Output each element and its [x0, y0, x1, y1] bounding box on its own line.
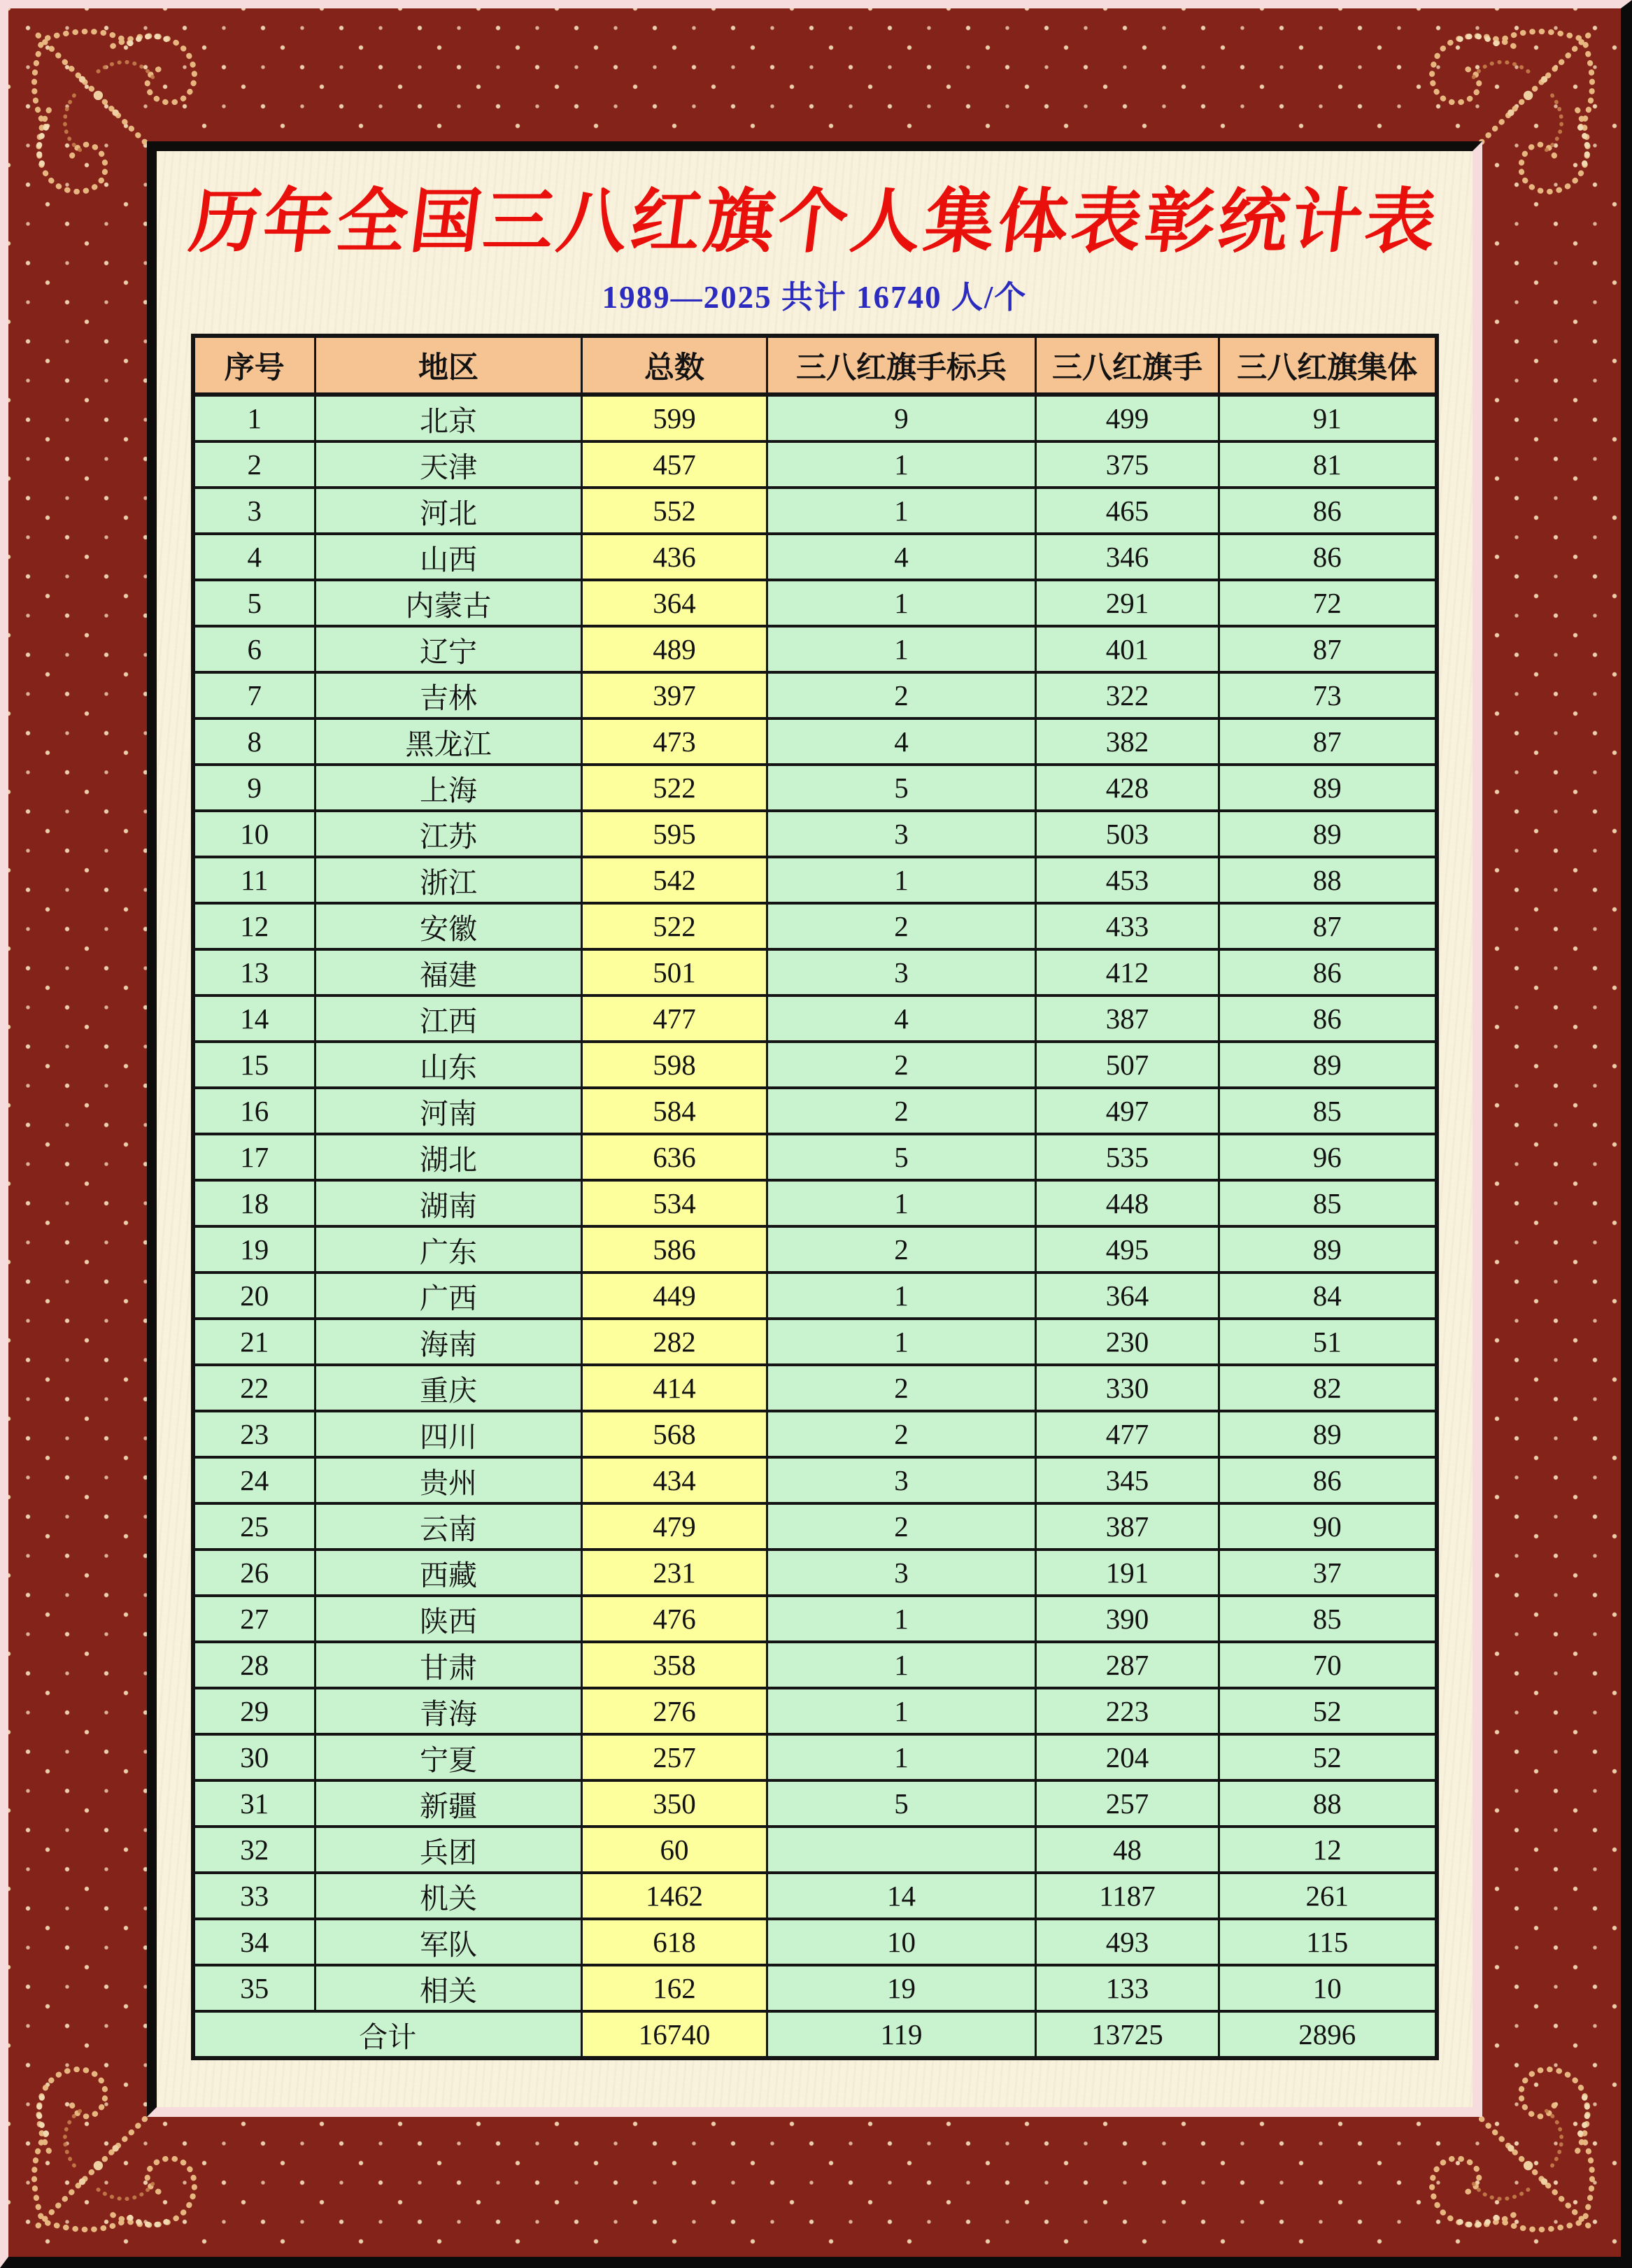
table-cell: 20 [193, 1273, 315, 1319]
table-cell: 477 [1036, 1411, 1219, 1457]
table-cell: 河南 [315, 1088, 582, 1134]
table-cell: 81 [1219, 441, 1437, 488]
table-cell: 85 [1219, 1180, 1437, 1226]
page-title-text: 历年全国三八红旗个人集体表彰统计表 [185, 183, 1444, 261]
table-cell: 29 [193, 1688, 315, 1734]
table-cell: 10 [193, 811, 315, 857]
table-cell [767, 1827, 1036, 1873]
table-cell: 133 [1036, 1965, 1219, 2011]
table-cell: 2 [767, 1226, 1036, 1273]
table-cell: 51 [1219, 1319, 1437, 1365]
table-cell: 287 [1036, 1642, 1219, 1688]
table-cell: 北京 [315, 395, 582, 441]
table-cell: 6 [193, 626, 315, 672]
table-cell: 82 [1219, 1365, 1437, 1411]
table-row [193, 626, 1437, 672]
table-cell: 21 [193, 1319, 315, 1365]
table-cell: 499 [1036, 395, 1219, 441]
table-cell: 贵州 [315, 1457, 582, 1503]
table-row [193, 1134, 1437, 1180]
table-cell: 广东 [315, 1226, 582, 1273]
table-cell: 88 [1219, 857, 1437, 903]
table-cell: 海南 [315, 1319, 582, 1365]
table-cell: 天津 [315, 441, 582, 488]
table-row [193, 1180, 1437, 1226]
table-cell: 3 [767, 1550, 1036, 1596]
table-cell: 四川 [315, 1411, 582, 1457]
table-cell: 87 [1219, 903, 1437, 949]
table-row [193, 672, 1437, 718]
table-row [193, 1919, 1437, 1965]
table-cell: 86 [1219, 534, 1437, 580]
table-row [193, 1596, 1437, 1642]
column-header: 三八红旗手标兵 [767, 336, 1036, 395]
column-header: 三八红旗手 [1036, 336, 1219, 395]
table-cell: 17 [193, 1134, 315, 1180]
table-cell: 257 [1036, 1780, 1219, 1827]
subtitle: 1989—2025 共计 16740 人/个 [602, 280, 1028, 315]
table-cell: 586 [582, 1226, 767, 1273]
table-row [193, 1688, 1437, 1734]
table-cell: 浙江 [315, 857, 582, 903]
table-row [193, 395, 1437, 441]
table-cell: 350 [582, 1780, 767, 1827]
table-cell: 345 [1036, 1457, 1219, 1503]
table-cell: 257 [582, 1734, 767, 1780]
total-cell: 16740 [582, 2011, 767, 2058]
table-row [193, 949, 1437, 995]
page-title [157, 183, 1473, 262]
header-row [193, 336, 1437, 395]
table-cell: 3 [767, 811, 1036, 857]
total-row [193, 2011, 1437, 2058]
table-cell: 安徽 [315, 903, 582, 949]
table-cell: 282 [582, 1319, 767, 1365]
table-cell: 5 [767, 1780, 1036, 1827]
table-cell: 江苏 [315, 811, 582, 857]
table-cell: 广西 [315, 1273, 582, 1319]
table-body [193, 395, 1437, 2058]
table-cell: 15 [193, 1042, 315, 1088]
table-cell: 1 [767, 441, 1036, 488]
table-row [193, 1365, 1437, 1411]
table-cell: 497 [1036, 1088, 1219, 1134]
table-row [193, 488, 1437, 534]
table-cell: 18 [193, 1180, 315, 1226]
column-header: 序号 [193, 336, 315, 395]
table-cell: 73 [1219, 672, 1437, 718]
table-cell: 428 [1036, 765, 1219, 811]
table-row [193, 811, 1437, 857]
table-cell: 522 [582, 765, 767, 811]
table-cell: 30 [193, 1734, 315, 1780]
table-cell: 27 [193, 1596, 315, 1642]
table-row [193, 765, 1437, 811]
table-cell: 4 [767, 995, 1036, 1042]
table-row [193, 580, 1437, 626]
total-cell: 2896 [1219, 2011, 1437, 2058]
table-row [193, 1042, 1437, 1088]
table-cell: 吉林 [315, 672, 582, 718]
table-cell: 2 [193, 441, 315, 488]
table-cell: 2 [767, 1042, 1036, 1088]
table-cell: 489 [582, 626, 767, 672]
column-header: 地区 [315, 336, 582, 395]
table-cell: 11 [193, 857, 315, 903]
table-cell: 1 [767, 580, 1036, 626]
table-row [193, 1550, 1437, 1596]
table-cell: 493 [1036, 1919, 1219, 1965]
table-cell: 2 [767, 1503, 1036, 1550]
table-cell: 507 [1036, 1042, 1219, 1088]
total-cell: 合计 [193, 2011, 582, 2058]
table-cell: 230 [1036, 1319, 1219, 1365]
table-cell: 636 [582, 1134, 767, 1180]
table-cell: 86 [1219, 488, 1437, 534]
table-cell: 1 [767, 1734, 1036, 1780]
table-cell: 364 [582, 580, 767, 626]
table-row [193, 1827, 1437, 1873]
table-cell: 86 [1219, 949, 1437, 995]
table-cell: 433 [1036, 903, 1219, 949]
table-cell: 584 [582, 1088, 767, 1134]
table-cell: 1 [767, 1596, 1036, 1642]
table-row [193, 1642, 1437, 1688]
table-cell: 387 [1036, 1503, 1219, 1550]
table-cell: 19 [767, 1965, 1036, 2011]
table-cell: 387 [1036, 995, 1219, 1042]
table-cell: 495 [1036, 1226, 1219, 1273]
table-cell: 2 [767, 903, 1036, 949]
table-cell: 1187 [1036, 1873, 1219, 1919]
table-cell: 322 [1036, 672, 1219, 718]
table-cell: 16 [193, 1088, 315, 1134]
table-cell: 436 [582, 534, 767, 580]
table-cell: 291 [1036, 580, 1219, 626]
table-cell: 503 [1036, 811, 1219, 857]
table-cell: 477 [582, 995, 767, 1042]
column-header: 总数 [582, 336, 767, 395]
table-cell: 1 [767, 1319, 1036, 1365]
table-cell: 新疆 [315, 1780, 582, 1827]
table-cell: 13 [193, 949, 315, 995]
table-cell: 552 [582, 488, 767, 534]
table-cell: 542 [582, 857, 767, 903]
table-cell: 86 [1219, 995, 1437, 1042]
table-cell: 412 [1036, 949, 1219, 995]
table-cell: 甘肃 [315, 1642, 582, 1688]
column-header: 三八红旗集体 [1219, 336, 1437, 395]
table-cell: 37 [1219, 1550, 1437, 1596]
table-cell: 390 [1036, 1596, 1219, 1642]
table-cell: 397 [582, 672, 767, 718]
table-cell: 14 [193, 995, 315, 1042]
table-cell: 162 [582, 1965, 767, 2011]
table-cell: 89 [1219, 1411, 1437, 1457]
table-cell: 535 [1036, 1134, 1219, 1180]
table-cell: 87 [1219, 718, 1437, 765]
table-cell: 191 [1036, 1550, 1219, 1596]
table-cell: 4 [193, 534, 315, 580]
table-row [193, 1780, 1437, 1827]
table-row [193, 1226, 1437, 1273]
table-cell: 84 [1219, 1273, 1437, 1319]
table-cell: 35 [193, 1965, 315, 2011]
table-cell: 86 [1219, 1457, 1437, 1503]
table-cell: 465 [1036, 488, 1219, 534]
table-cell: 2 [767, 1365, 1036, 1411]
table-cell: 85 [1219, 1596, 1437, 1642]
table-cell: 33 [193, 1873, 315, 1919]
table-cell: 401 [1036, 626, 1219, 672]
table-cell: 兵团 [315, 1827, 582, 1873]
table-cell: 4 [767, 718, 1036, 765]
table-cell: 48 [1036, 1827, 1219, 1873]
table-cell: 1462 [582, 1873, 767, 1919]
table-cell: 机关 [315, 1873, 582, 1919]
table-row [193, 1965, 1437, 2011]
table-cell: 山西 [315, 534, 582, 580]
table-row [193, 718, 1437, 765]
table-row [193, 1319, 1437, 1365]
table-cell: 西藏 [315, 1550, 582, 1596]
statistics-table [191, 334, 1439, 2060]
table-cell: 204 [1036, 1734, 1219, 1780]
table-cell: 1 [767, 857, 1036, 903]
table-cell: 473 [582, 718, 767, 765]
table-cell: 31 [193, 1780, 315, 1827]
table-cell: 90 [1219, 1503, 1437, 1550]
table-cell: 2 [767, 672, 1036, 718]
table-cell: 1 [767, 488, 1036, 534]
table-cell: 534 [582, 1180, 767, 1226]
table-cell: 1 [767, 1642, 1036, 1688]
table-cell: 60 [582, 1827, 767, 1873]
table-cell: 10 [1219, 1965, 1437, 2011]
table-cell: 上海 [315, 765, 582, 811]
table-cell: 1 [767, 1180, 1036, 1226]
table-cell: 568 [582, 1411, 767, 1457]
table-cell: 3 [767, 1457, 1036, 1503]
table-cell: 89 [1219, 1226, 1437, 1273]
table-cell: 1 [767, 1273, 1036, 1319]
table-cell: 24 [193, 1457, 315, 1503]
table-cell: 479 [582, 1503, 767, 1550]
table-cell: 5 [193, 580, 315, 626]
table-row [193, 1411, 1437, 1457]
table-cell: 375 [1036, 441, 1219, 488]
table-cell: 595 [582, 811, 767, 857]
table-cell: 14 [767, 1873, 1036, 1919]
table-cell: 599 [582, 395, 767, 441]
table-cell: 1 [193, 395, 315, 441]
table-cell: 河北 [315, 488, 582, 534]
content-panel [147, 141, 1482, 2117]
table-row [193, 1503, 1437, 1550]
table-row [193, 1088, 1437, 1134]
table-cell: 457 [582, 441, 767, 488]
table-cell: 25 [193, 1503, 315, 1550]
table-cell: 223 [1036, 1688, 1219, 1734]
table-cell: 陕西 [315, 1596, 582, 1642]
table-cell: 4 [767, 534, 1036, 580]
table-cell: 2 [767, 1411, 1036, 1457]
table-cell: 96 [1219, 1134, 1437, 1180]
table-cell: 19 [193, 1226, 315, 1273]
table-cell: 618 [582, 1919, 767, 1965]
table-row [193, 1734, 1437, 1780]
table-cell: 2 [767, 1088, 1036, 1134]
table-cell: 8 [193, 718, 315, 765]
table-cell: 276 [582, 1688, 767, 1734]
table-cell: 黑龙江 [315, 718, 582, 765]
table-cell: 28 [193, 1642, 315, 1688]
table-cell: 1 [767, 1688, 1036, 1734]
table-cell: 89 [1219, 765, 1437, 811]
table-row [193, 1273, 1437, 1319]
table-cell: 52 [1219, 1734, 1437, 1780]
table-cell: 364 [1036, 1273, 1219, 1319]
table-row [193, 441, 1437, 488]
table-cell: 346 [1036, 534, 1219, 580]
table-cell: 598 [582, 1042, 767, 1088]
table-cell: 23 [193, 1411, 315, 1457]
table-row [193, 857, 1437, 903]
table-cell: 70 [1219, 1642, 1437, 1688]
table-cell: 231 [582, 1550, 767, 1596]
table-cell: 115 [1219, 1919, 1437, 1965]
table-cell: 7 [193, 672, 315, 718]
table-cell: 449 [582, 1273, 767, 1319]
table-cell: 9 [767, 395, 1036, 441]
table-cell: 414 [582, 1365, 767, 1411]
table-cell: 福建 [315, 949, 582, 995]
table-row [193, 903, 1437, 949]
table-cell: 72 [1219, 580, 1437, 626]
table-cell: 江西 [315, 995, 582, 1042]
table-cell: 34 [193, 1919, 315, 1965]
table-cell: 5 [767, 1134, 1036, 1180]
table-row [193, 1457, 1437, 1503]
table-cell: 5 [767, 765, 1036, 811]
table-cell: 453 [1036, 857, 1219, 903]
table-cell: 91 [1219, 395, 1437, 441]
table-cell: 52 [1219, 1688, 1437, 1734]
table-cell: 青海 [315, 1688, 582, 1734]
table-cell: 湖北 [315, 1134, 582, 1180]
table-cell: 358 [582, 1642, 767, 1688]
table-cell: 261 [1219, 1873, 1437, 1919]
table-row [193, 1873, 1437, 1919]
table-cell: 26 [193, 1550, 315, 1596]
table-cell: 448 [1036, 1180, 1219, 1226]
table-cell: 1 [767, 626, 1036, 672]
table-cell: 87 [1219, 626, 1437, 672]
table-cell: 内蒙古 [315, 580, 582, 626]
table-cell: 12 [1219, 1827, 1437, 1873]
table-cell: 382 [1036, 718, 1219, 765]
total-cell: 119 [767, 2011, 1036, 2058]
table-cell: 501 [582, 949, 767, 995]
total-cell: 13725 [1036, 2011, 1219, 2058]
table-cell: 85 [1219, 1088, 1437, 1134]
table-cell: 89 [1219, 811, 1437, 857]
table-cell: 山东 [315, 1042, 582, 1088]
table-cell: 军队 [315, 1919, 582, 1965]
table-cell: 12 [193, 903, 315, 949]
table-cell: 89 [1219, 1042, 1437, 1088]
table-cell: 湖南 [315, 1180, 582, 1226]
table-cell: 330 [1036, 1365, 1219, 1411]
table-cell: 434 [582, 1457, 767, 1503]
table-cell: 9 [193, 765, 315, 811]
table-row [193, 534, 1437, 580]
table-cell: 88 [1219, 1780, 1437, 1827]
table-cell: 3 [193, 488, 315, 534]
table-cell: 宁夏 [315, 1734, 582, 1780]
table-cell: 辽宁 [315, 626, 582, 672]
table-cell: 10 [767, 1919, 1036, 1965]
table-cell: 22 [193, 1365, 315, 1411]
table-cell: 3 [767, 949, 1036, 995]
table-header [193, 336, 1437, 395]
table-cell: 云南 [315, 1503, 582, 1550]
table-cell: 522 [582, 903, 767, 949]
table-cell: 476 [582, 1596, 767, 1642]
table-cell: 相关 [315, 1965, 582, 2011]
table-cell: 重庆 [315, 1365, 582, 1411]
table-row [193, 995, 1437, 1042]
table-cell: 32 [193, 1827, 315, 1873]
